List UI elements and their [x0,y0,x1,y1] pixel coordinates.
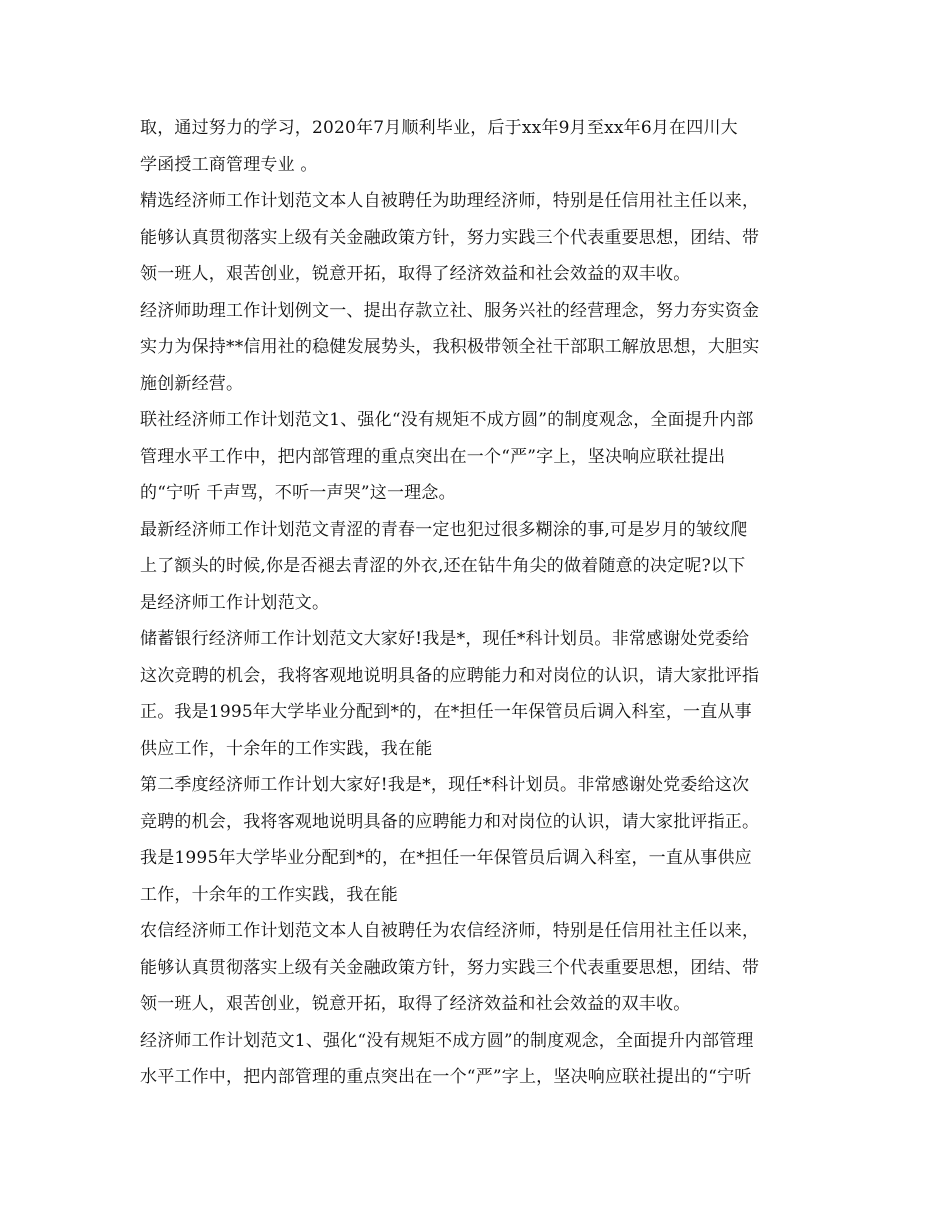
text-line: 的“宁听 千声骂，不听一声哭”这一理念。 [140,483,456,503]
text-line: 施创新经营。 [140,373,244,394]
text-line: 第二季度经济师工作计划大家好!我是*，现任*科计划员。非常感谢处党委给这次 [140,775,750,795]
text-line: 储蓄银行经济师工作计划范文大家好!我是*，现任*科计划员。非常感谢处党委给 [140,629,750,649]
text-line: 水平工作中，把内部管理的重点突出在一个“严”字上，坚决响应联社提出的“宁听 [140,1067,752,1087]
text-line: 农信经济师工作计划范文本人自被聘任为农信经济师，特别是任信用社主任以来， [140,921,760,941]
text-line: 领一班人，艰苦创业，锐意开拓，取得了经济效益和社会效益的双丰收。 [140,264,691,284]
text-line: 这次竞聘的机会，我将客观地说明具备的应聘能力和对岗位的认识，请大家批评指 [140,665,760,686]
text-line: 是经济师工作计划范文。 [140,592,330,613]
text-line: 经济师工作计划范文1、强化“没有规矩不成方圆”的制度观念，全面提升内部管理 [140,1030,754,1051]
text-line: 管理水平工作中，把内部管理的重点突出在一个“严”字上，坚决响应联社提出 [140,446,726,467]
text-line: 取，通过努力的学习，2020年7月顺利毕业，后于xx年9月至xx年6月在四川大 [140,118,738,138]
text-line: 最新经济师工作计划范文青涩的青春一定也犯过很多糊涂的事,可是岁月的皱纹爬 [140,519,748,540]
text-line: 联社经济师工作计划范文1、强化“没有规矩不成方圆”的制度观念，全面提升内部 [140,410,754,430]
text-line: 学函授工商管理专业 。 [140,154,318,175]
text-line: 供应工作，十余年的工作实践，我在能 [140,738,433,759]
text-line: 经济师助理工作计划例文一、提出存款立社、服务兴社的经营理念，努力夯实资金 [140,300,760,321]
text-line: 竞聘的机会，我将客观地说明具备的应聘能力和对岗位的认识，请大家批评指正。 [140,811,760,832]
text-line: 实力为保持**信用社的稳健发展势头，我积极带领全社干部职工解放思想，大胆实 [140,337,760,357]
text-line: 精选经济师工作计划范文本人自被聘任为助理经济师，特别是任信用社主任以来， [140,191,760,211]
text-line: 正。我是1995年大学毕业分配到*的，在*担任一年保管员后调入科室，一直从事 [140,702,752,722]
text-line: 上了额头的时候,你是否褪去青涩的外衣,还在钻牛角尖的做着随意的决定呢?以下 [140,556,746,576]
text-line: 工作，十余年的工作实践，我在能 [140,884,398,905]
text-line: 我是1995年大学毕业分配到*的，在*担任一年保管员后调入科室，一直从事供应 [140,848,752,868]
text-line: 领一班人，艰苦创业，锐意开拓，取得了经济效益和社会效益的双丰收。 [140,994,691,1014]
text-line: 能够认真贯彻落实上级有关金融政策方针，努力实践三个代表重要思想，团结、带 [140,227,760,248]
text-line: 能够认真贯彻落实上级有关金融政策方针，努力实践三个代表重要思想，团结、带 [140,957,760,978]
document-body [140,110,820,1096]
